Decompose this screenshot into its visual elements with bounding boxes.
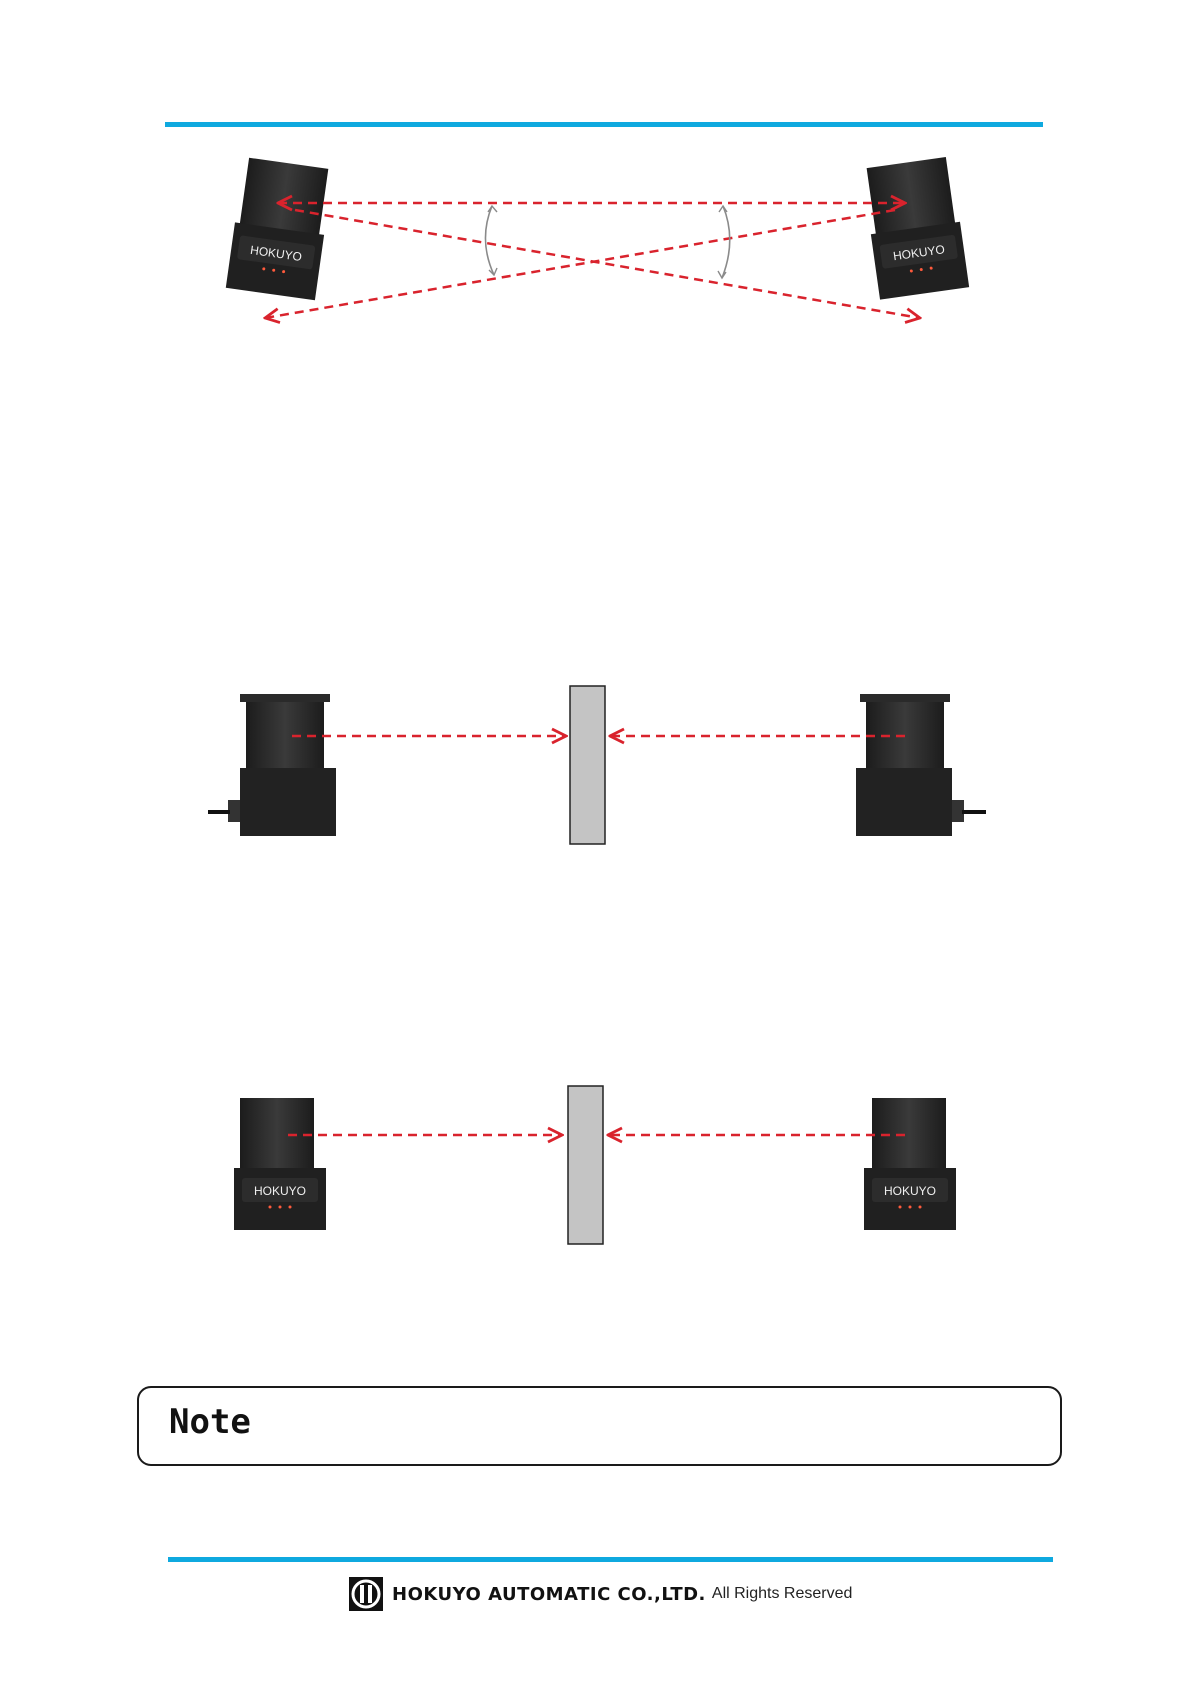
company-name: HOKUYO AUTOMATIC CO.,LTD. [392, 1583, 706, 1605]
footer-rule [168, 1557, 1053, 1562]
sensor-left-side [208, 694, 336, 836]
obstacle-plate [568, 1086, 603, 1244]
figure-front-view [234, 1086, 956, 1244]
angle-arc [722, 206, 730, 278]
footer [348, 1574, 852, 1614]
rights-text: All Rights Reserved [711, 1585, 853, 1602]
sensor-right-side [856, 694, 986, 836]
sensor-brand-label: HOKUYO [249, 242, 303, 264]
sensor-brand-label: HOKUYO [883, 1184, 937, 1198]
sensor-left-tilted [226, 157, 333, 300]
angle-arc [485, 206, 494, 275]
sensor-brand-label: HOKUYO [253, 1184, 307, 1198]
sensor-brand-label: HOKUYO [892, 242, 946, 264]
laser-beam [295, 210, 920, 318]
obstacle-plate [570, 686, 605, 844]
company-logo-icon [348, 1576, 384, 1612]
sensor-right-tilted [862, 156, 969, 299]
figure-side-view [208, 686, 986, 844]
sensor-left-front [234, 1098, 326, 1230]
laser-beam [265, 210, 895, 318]
note-box [137, 1386, 1062, 1466]
figure-tilted-sensors [226, 156, 969, 318]
sensor-right-front [864, 1098, 956, 1230]
note-label: Note [169, 1402, 251, 1442]
